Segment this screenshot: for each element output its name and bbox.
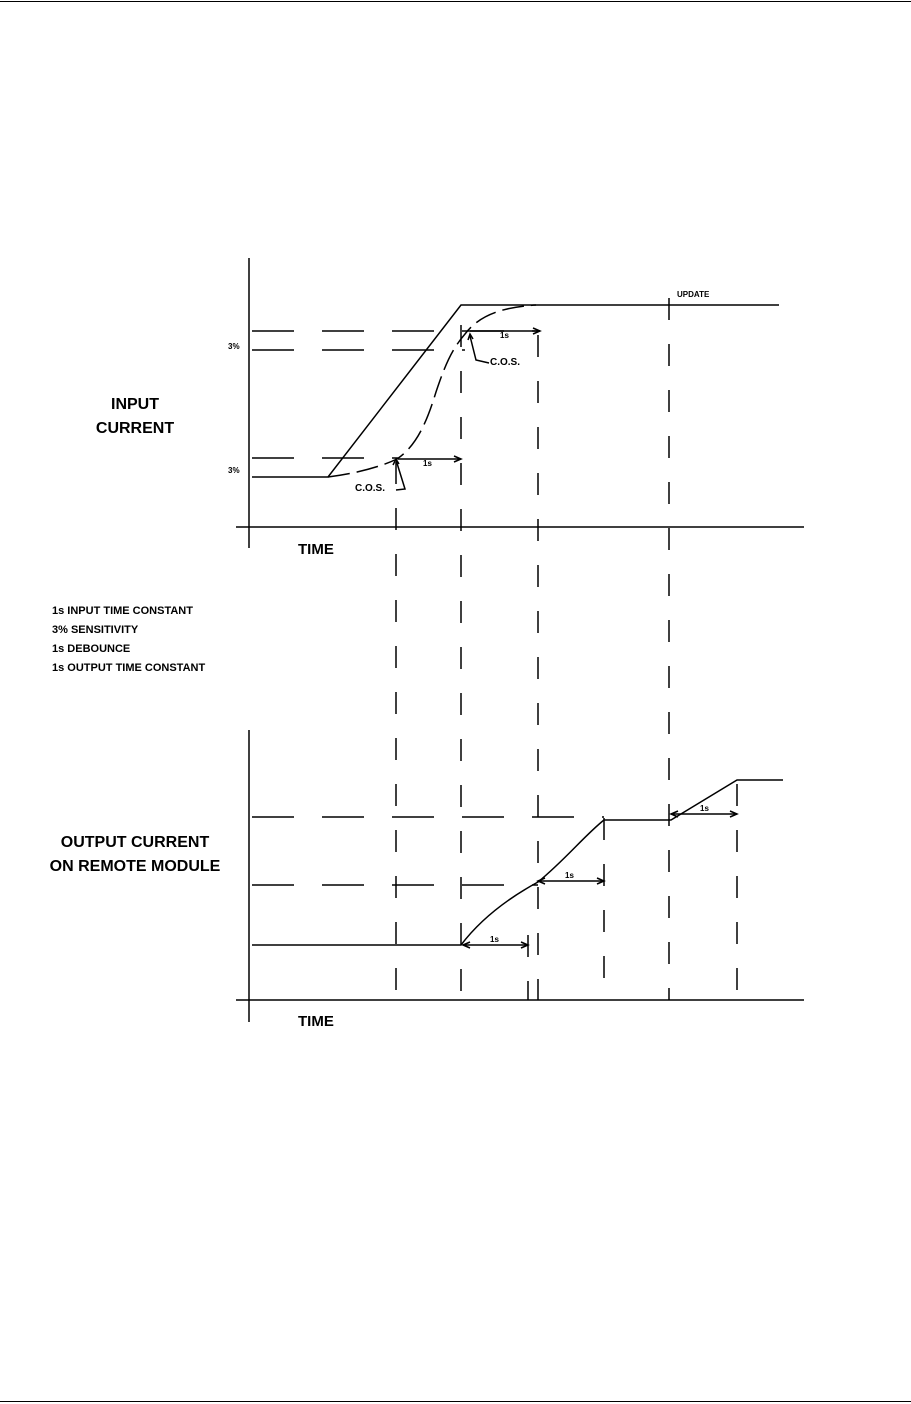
sensitivity-upper-label: 3% [228,342,240,351]
cos-upper-label: C.O.S. [490,357,521,368]
input-label-line1: INPUT [111,396,159,413]
legend-item: 1s OUTPUT TIME CONSTANT [52,662,206,674]
interval-label: 1s [490,935,499,944]
output-time-label: TIME [298,1013,334,1030]
legend-item: 3% SENSITIVITY [52,624,139,636]
output-label-line2: ON REMOTE MODULE [49,858,221,875]
legend [52,602,205,678]
cos-lower-label: C.O.S. [355,483,386,494]
legend-item: 1s DEBOUNCE [52,643,131,655]
input-time-label: TIME [298,541,334,558]
sensitivity-lower-label: 3% [228,466,240,475]
cos-leader [470,336,489,363]
input-current-label [90,393,180,441]
update-label: UPDATE [677,290,710,299]
legend-item: 1s INPUT TIME CONSTANT [52,605,193,617]
interval-upper-label: 1s [500,331,509,340]
output-label-line1: OUTPUT CURRENT [60,834,210,851]
cos-leader [396,460,405,490]
output-current-label [40,831,230,879]
input-label-line2: CURRENT [95,420,175,437]
interval-label: 1s [700,804,709,813]
interval-lower-label: 1s [423,459,432,468]
interval-label: 1s [565,871,574,880]
